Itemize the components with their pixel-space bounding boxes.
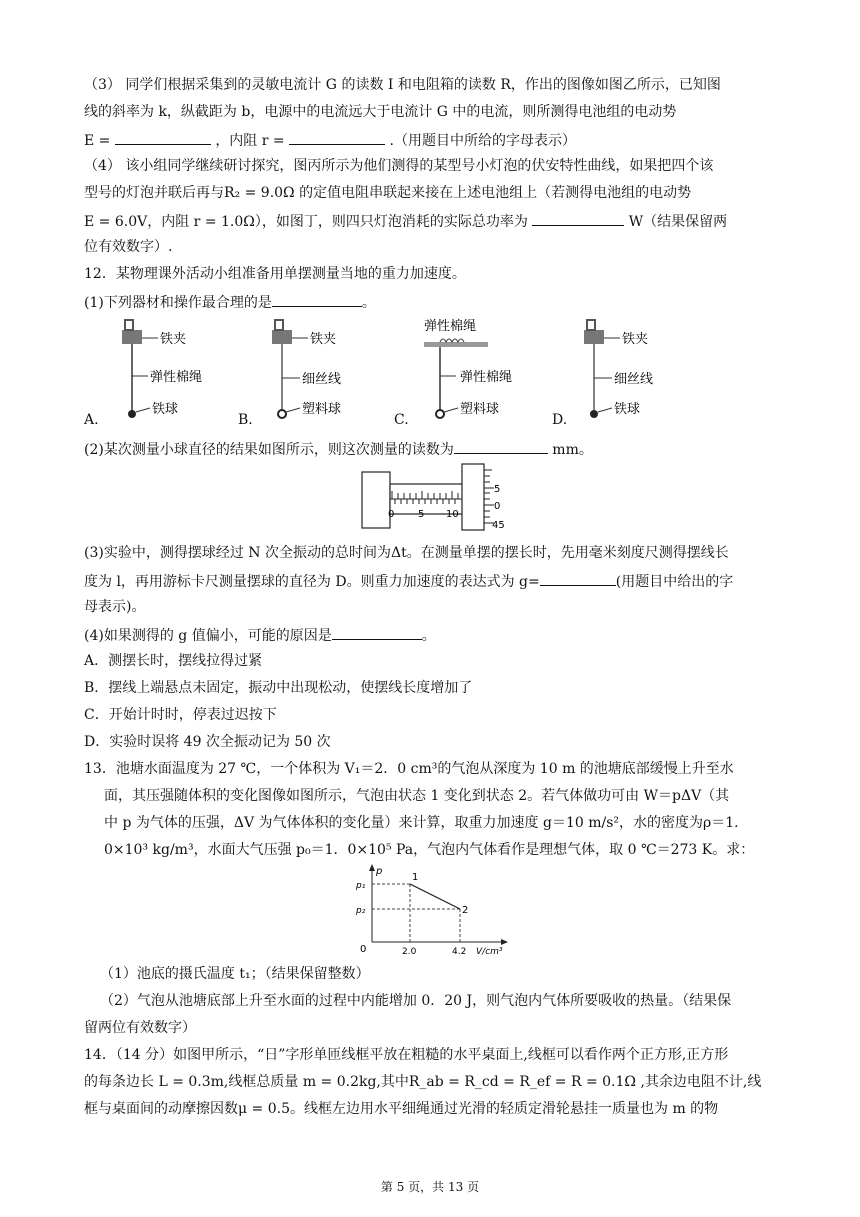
q13-line3: 中 p 为气体的压强，ΔV 为气体体积的变化量）来计算，取重力加速度 g＝10 m/s²，水的密度为ρ＝1． bbox=[104, 815, 749, 831]
thimble-5: 5 bbox=[494, 484, 501, 495]
thimble-45: 45 bbox=[492, 520, 505, 531]
q12-s1-end: 。 bbox=[361, 295, 376, 311]
q12-s2-text: (2)某次测量小球直径的结果如图所示，则这次测量的读数为 bbox=[84, 442, 454, 458]
q12-s4 bbox=[84, 624, 436, 646]
q12-s1 bbox=[84, 291, 376, 313]
q14-line3: 框与桌面间的动摩擦因数μ = 0.5。线框左边用水平细绳通过光滑的轻质定滑轮悬挂一质量也为 m 的物 bbox=[84, 1101, 719, 1117]
q14-line2: 的每条边长 L = 0.3m,线框总质量 m = 0.2kg,其中R_ab = R_cd = R_ef = R = 0.1Ω ,其余边电阻不计,线 bbox=[84, 1074, 762, 1090]
q11-p3-line3 bbox=[84, 129, 576, 151]
pv-x2-label: 4.2 bbox=[452, 947, 467, 957]
option-b-letter[interactable]: B. bbox=[238, 412, 253, 428]
q12-option-d[interactable]: D．实验时误将 49 次全振动记为 50 次 bbox=[84, 734, 331, 750]
q12-s3-line3: 母表示)。 bbox=[84, 599, 146, 615]
q12-option-b[interactable]: B．摆线上端悬点未固定，振动中出现松动，使摆线长度增加了 bbox=[84, 680, 473, 696]
option-b-mid-label: 细丝线 bbox=[302, 372, 342, 387]
q12-s4-text: (4)如果测得的 g 值偏小，可能的原因是 bbox=[84, 628, 332, 644]
q12-s2 bbox=[84, 438, 593, 460]
q11-p3-line2: 线的斜率为 k，纵截距为 b，电源中的电流远大于电流计 G 中的电流，则所测得电池组的电动势 bbox=[84, 104, 677, 120]
q12-option-c[interactable]: C．开始计时时，停表过迟按下 bbox=[84, 707, 277, 723]
pv-state2-label: 2 bbox=[462, 905, 469, 916]
option-c-top-label: 弹性棉绳 bbox=[424, 319, 477, 334]
pendulum-options-figure bbox=[0, 316, 860, 436]
total-power-answer-blank[interactable] bbox=[532, 210, 624, 226]
option-a-top-label: 铁夹 bbox=[160, 332, 187, 347]
q12-s2-unit: mm。 bbox=[552, 442, 593, 458]
option-d-top-label: 铁夹 bbox=[622, 332, 649, 347]
option-a-bot-label: 铁球 bbox=[152, 402, 179, 417]
emf-label: E = bbox=[84, 133, 111, 149]
q12-s3-text: 度为 l，再用游标卡尺测量摆球的直径为 D。则重力加速度的表达式为 g= bbox=[84, 574, 540, 590]
q11-p4-unit: W（结果保留两 bbox=[628, 214, 728, 230]
q12-s4-end: 。 bbox=[421, 628, 436, 644]
q11-p3-note: .（用题目中所给的字母表示） bbox=[389, 133, 576, 149]
main-scale-0: 0 bbox=[388, 509, 395, 520]
thimble-0: 0 bbox=[494, 501, 501, 512]
pv-y-axis-label: p bbox=[376, 866, 383, 877]
option-b-top-label: 铁夹 bbox=[310, 332, 337, 347]
internal-resistance-answer-blank[interactable] bbox=[289, 129, 385, 145]
q11-p3-line1: （3） 同学们根据采集到的灵敏电流计 G 的读数 I 和电阻箱的读数 R，作出的图像如图乙所示，已知图 bbox=[84, 77, 721, 93]
pv-p1-label: p₁ bbox=[356, 881, 366, 891]
q12-s1-answer-blank[interactable] bbox=[272, 291, 362, 307]
option-a-letter[interactable]: A. bbox=[84, 412, 99, 428]
q13-sub2-line2: 留两位有效数字） bbox=[84, 1020, 196, 1036]
q12-s3-line2 bbox=[84, 570, 733, 592]
option-c-figure bbox=[424, 318, 512, 418]
option-b-bot-label: 塑料球 bbox=[302, 402, 342, 417]
page-footer: 第 5 页，共 13 页 bbox=[380, 1180, 480, 1194]
emf-answer-blank[interactable] bbox=[115, 129, 211, 145]
q11-p4-line2: 型号的灯泡并联后再与R₂ = 9.0Ω 的定值电阻串联起来接在上述电池组上（若测得电池组的电动势 bbox=[84, 185, 692, 201]
pv-graph bbox=[338, 862, 518, 958]
q13-line2: 面，其压强随体积的变化图像如图所示，气泡由状态 1 变化到状态 2。若气体做功可由 W＝pΔV（其 bbox=[104, 788, 730, 804]
q12-s4-answer-blank[interactable] bbox=[332, 624, 422, 640]
q14-line1: 14．（14 分）如图甲所示，“日”字形单匝线框平放在粗糙的水平桌面上,线框可以看作两个正方形,正方形 bbox=[84, 1047, 729, 1063]
q12-s3-line1: (3)实验中，测得摆球经过 N 次全振动的总时间为Δt。在测量单摆的摆长时，先用毫米刻度尺测得摆线长 bbox=[84, 545, 729, 561]
option-d-figure bbox=[584, 320, 653, 418]
q12-option-a[interactable]: A．测摆长时，摆线拉得过紧 bbox=[84, 653, 263, 669]
main-scale-10: 10 bbox=[446, 509, 459, 520]
option-d-bot-label: 铁球 bbox=[614, 402, 641, 417]
q11-p4-line4: 位有效数字）. bbox=[84, 239, 173, 255]
option-b-figure bbox=[272, 320, 341, 418]
q12-stem: 12．某物理课外活动小组准备用单摆测量当地的重力加速度。 bbox=[84, 266, 466, 282]
q13-sub1: （1）池底的摄氏温度 t₁；（结果保留整数） bbox=[100, 966, 370, 982]
pv-x1-label: 2.0 bbox=[402, 947, 417, 957]
q11-p4-line3 bbox=[84, 210, 727, 232]
main-scale-5: 5 bbox=[418, 509, 425, 520]
internal-resistance-label: ，内阻 r = bbox=[215, 133, 285, 149]
q12-s1-text: (1)下列器材和操作最合理的是 bbox=[84, 295, 272, 311]
micrometer-reading-blank[interactable] bbox=[454, 438, 548, 454]
pv-x-axis-label: V/cm³ bbox=[476, 947, 503, 957]
g-expression-blank[interactable] bbox=[540, 570, 616, 586]
option-a-figure bbox=[122, 320, 202, 418]
q13-line1: 13．池塘水面温度为 27 ℃，一个体积为 V₁＝2．0 cm³的气泡从深度为 10 m 的池塘底部缓慢上升至水 bbox=[84, 761, 734, 777]
q12-s3-note: (用题目中给出的字 bbox=[615, 574, 734, 590]
q11-p4-text: E = 6.0V，内阻 r = 1.0Ω），如图丁，则四只灯泡消耗的实际总功率为 bbox=[84, 214, 528, 230]
option-c-bot-label: 塑料球 bbox=[460, 402, 500, 417]
option-c-mid-label: 弹性棉绳 bbox=[460, 370, 513, 385]
q13-line4: 0×10³ kg/m³，水面大气压强 p₀＝1．0×10⁵ Pa，气泡内气体看作是理想气体，取 0 ℃＝273 K。求： bbox=[104, 842, 755, 858]
option-d-mid-label: 细丝线 bbox=[614, 372, 654, 387]
micrometer-figure bbox=[360, 462, 510, 534]
pv-p2-label: p₂ bbox=[356, 906, 366, 916]
pv-state1-label: 1 bbox=[412, 872, 419, 883]
pv-origin-label: 0 bbox=[360, 944, 367, 955]
q13-sub2-line1: （2）气泡从池塘底部上升至水面的过程中内能增加 0．20 J，则气泡内气体所要吸收的热量。（结果保 bbox=[100, 993, 732, 1009]
option-d-letter[interactable]: D. bbox=[552, 412, 568, 428]
q11-p4-line1: （4） 该小组同学继续研讨探究，图丙所示为他们测得的某型号小灯泡的伏安特性曲线，如果把四个该 bbox=[84, 158, 714, 174]
option-c-letter[interactable]: C. bbox=[394, 412, 409, 428]
option-a-mid-label: 弹性棉绳 bbox=[150, 370, 203, 385]
